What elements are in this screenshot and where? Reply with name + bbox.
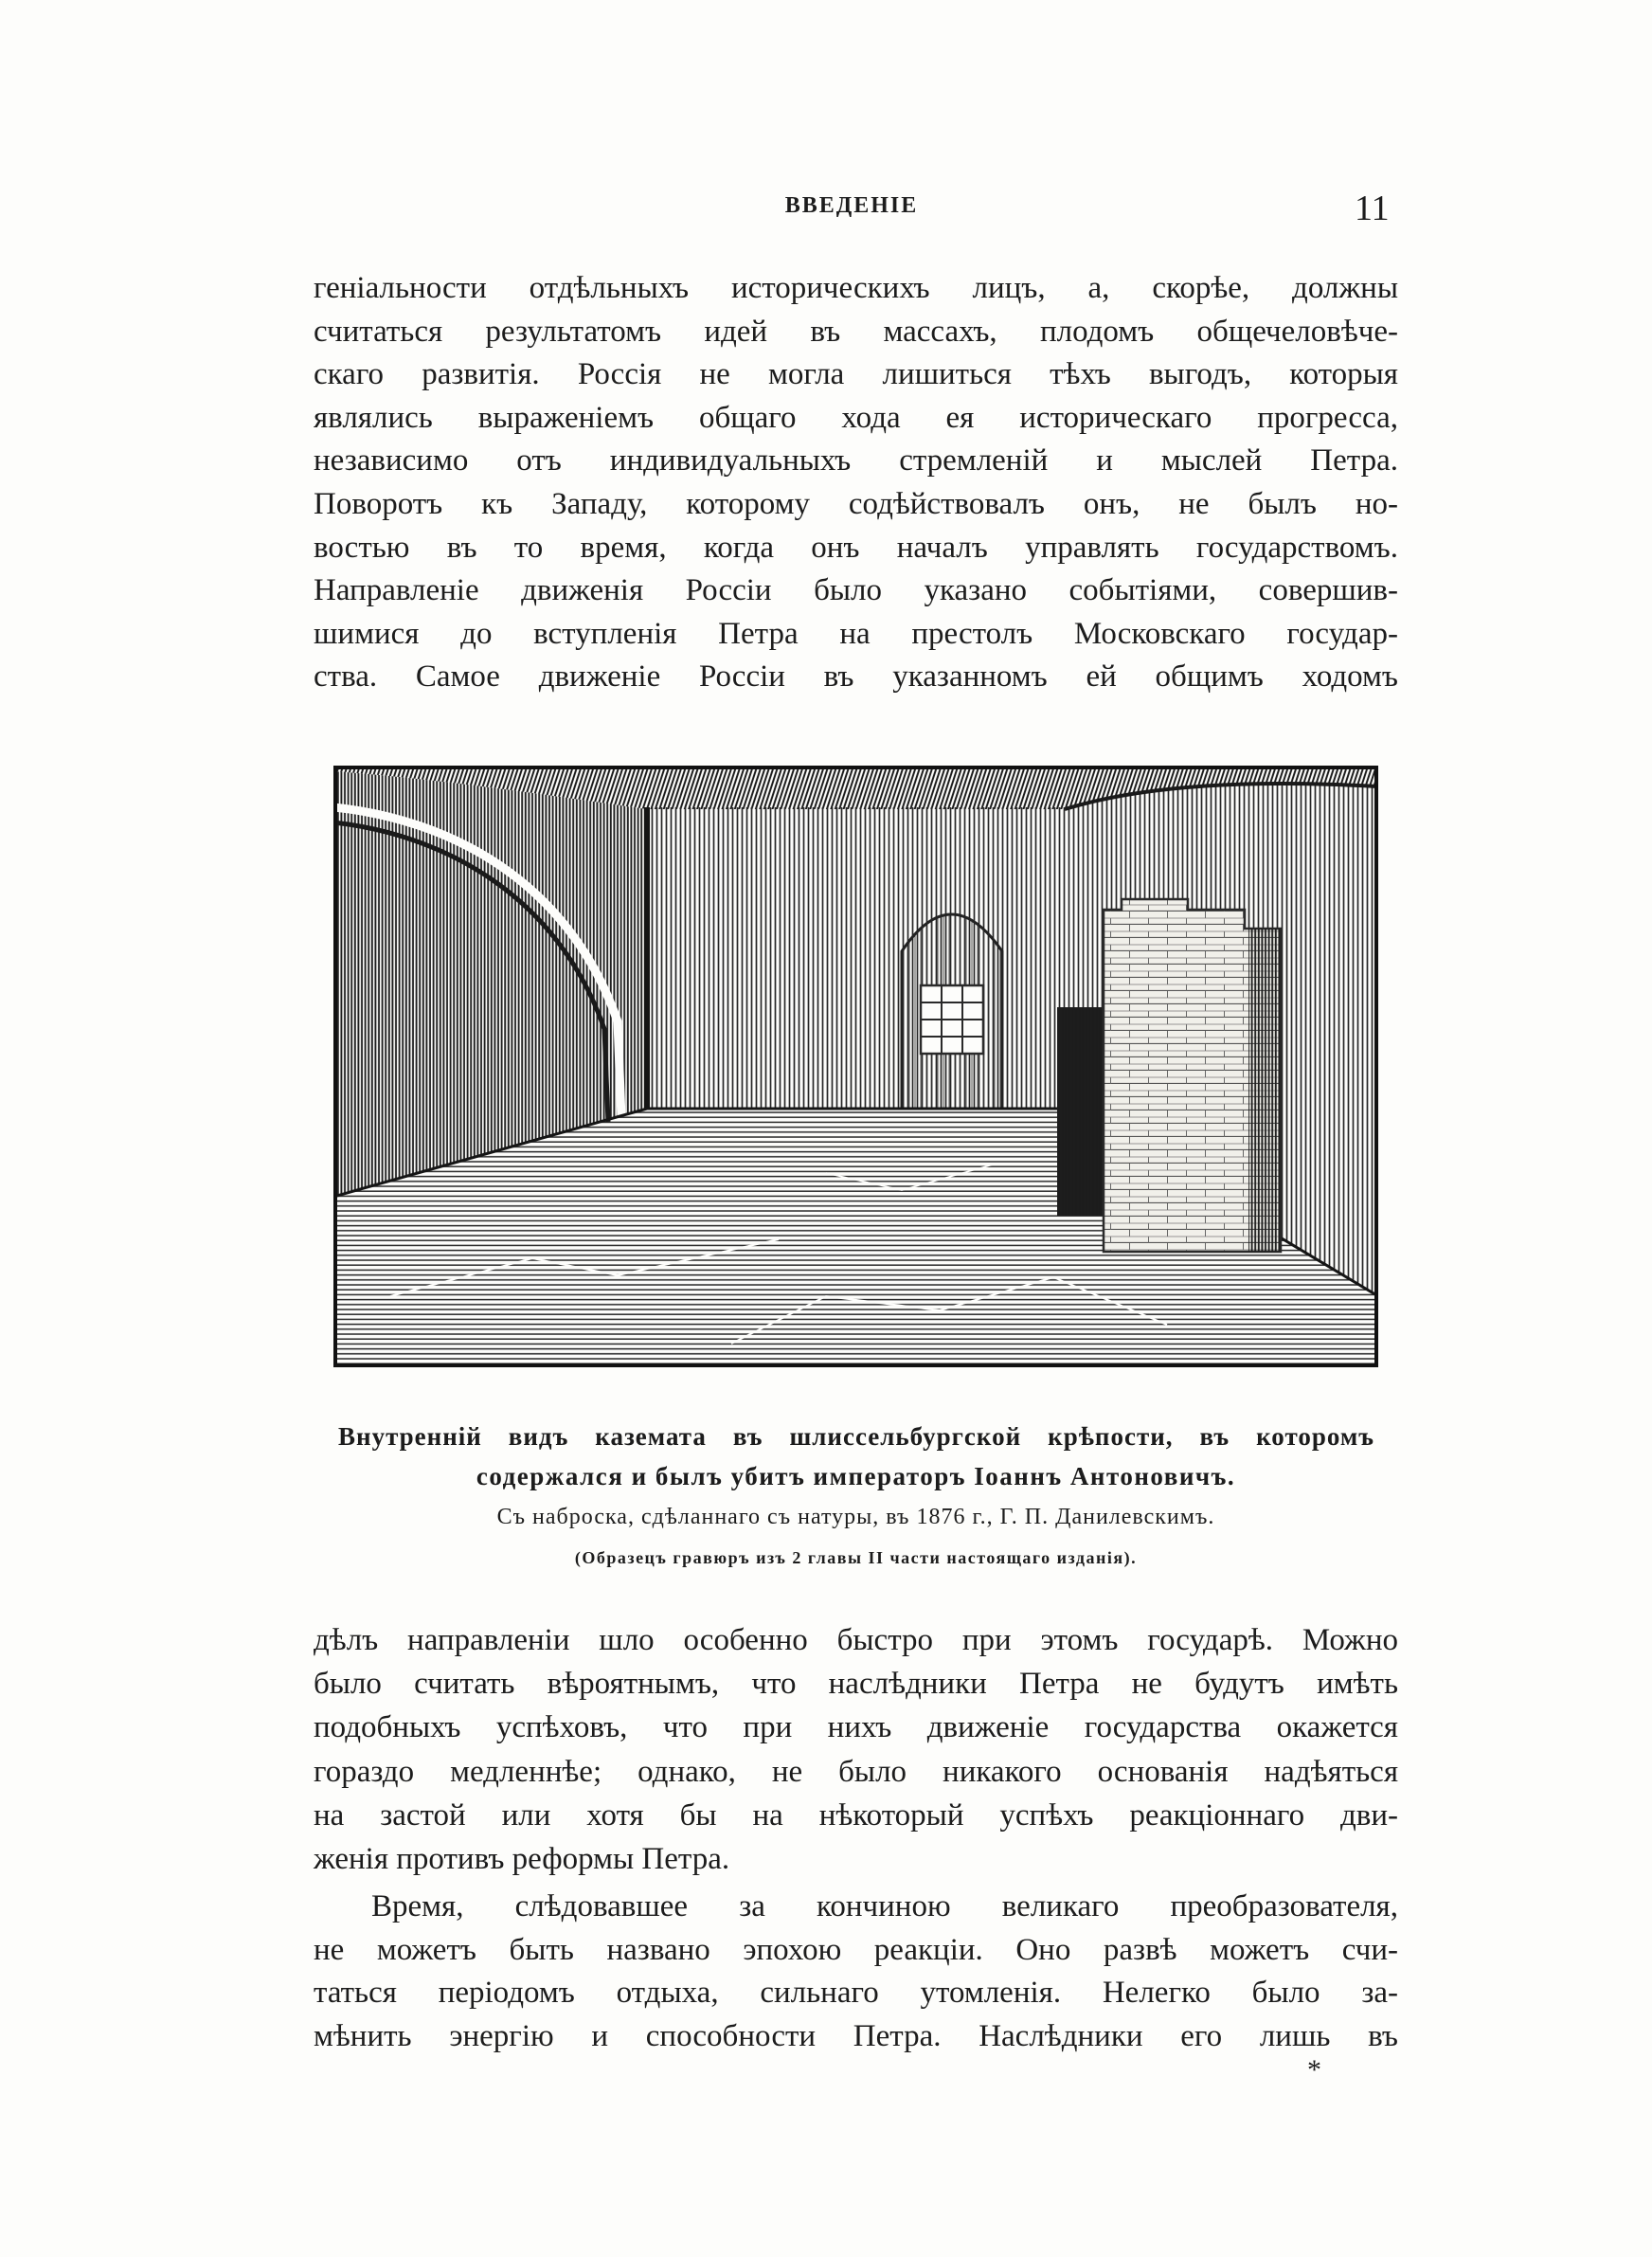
text-line: гораздо медленнѣе; однако, не было никакого основанія надѣяться: [314, 1754, 1398, 1789]
stove-shadow-side: [1248, 929, 1281, 1252]
caption-note: (Образецъ гравюръ изъ 2 главы II части настоящаго изданія).: [574, 1548, 1138, 1567]
running-title: ВВЕДЕНІЕ: [784, 193, 919, 218]
caption-title: содержался и былъ убитъ императоръ Іоаннъ Антоновичъ.: [476, 1462, 1236, 1490]
text-line: независимо отъ индивидуальныхъ стремленій и мыслей Петра.: [314, 443, 1398, 478]
casemate-engraving: [333, 766, 1378, 1367]
caption-title: Внутренній видъ каземата въ шлиссельбургской крѣпости, въ которомъ: [338, 1422, 1374, 1451]
text-line: геніальности отдѣльныхъ историческихъ лицъ, а, скорѣе, должны: [314, 271, 1398, 305]
text-line: не можетъ быть названо эпохою реакціи. Оно развѣ можетъ счи-: [314, 1932, 1398, 1967]
doorway-frame: [1057, 1007, 1107, 1216]
text-line: скаго развитія. Россія не могла лишиться тѣхъ выгодъ, которыя: [314, 357, 1398, 392]
text-line: мѣнить энергію и способности Петра. Наслѣдники его лишь въ: [314, 2018, 1398, 2053]
caption-source: Съ наброска, сдѣланнаго съ натуры, въ 1876 г., Г. П. Данилевскимъ.: [496, 1505, 1215, 1529]
text-line: женія противъ реформы Петра.: [314, 1841, 730, 1876]
text-line: считаться результатомъ идей въ массахъ, плодомъ общечеловѣче-: [314, 314, 1398, 349]
text-line: дѣлъ направленіи шло особенно быстро при этомъ государѣ. Можно: [314, 1623, 1398, 1657]
text-line: ства. Самое движеніе Россіи въ указанномъ ей общимъ ходомъ: [314, 659, 1398, 695]
text-line: таться періодомъ отдыха, сильнаго утомленія. Нелегко было за-: [314, 1976, 1398, 2011]
text-line: было считать вѣроятнымъ, что наслѣдники Петра не будутъ имѣть: [314, 1667, 1398, 1702]
text-line: шимися до вступленія Петра на престолъ Московскаго государ-: [314, 616, 1398, 651]
paragraph: [314, 1886, 1398, 2058]
text-line: Поворотъ къ Западу, которому содѣйствовалъ онъ, не былъ но-: [314, 486, 1398, 521]
paragraph: [314, 267, 1398, 699]
text-line: Время, слѣдовавшее за кончиною великаго преобразователя,: [371, 1889, 1398, 1923]
text-line: Направленіе движенія Россіи было указано событіями, совершив-: [314, 573, 1398, 608]
text-line: востью въ то время, когда онъ началъ управлять государствомъ.: [314, 530, 1398, 565]
text-line: на застой или хотя бы на нѣкоторый успѣхъ реакціоннаго дви-: [314, 1797, 1398, 1833]
signature-mark: *: [1307, 2054, 1321, 2085]
text-line: подобныхъ успѣховъ, что при нихъ движеніе государства окажется: [314, 1710, 1398, 1745]
text-line: являлись выраженіемъ общаго хода ея историческаго прогресса,: [314, 400, 1398, 435]
page-number: 11: [1355, 189, 1390, 228]
paragraph: [314, 1618, 1398, 1881]
